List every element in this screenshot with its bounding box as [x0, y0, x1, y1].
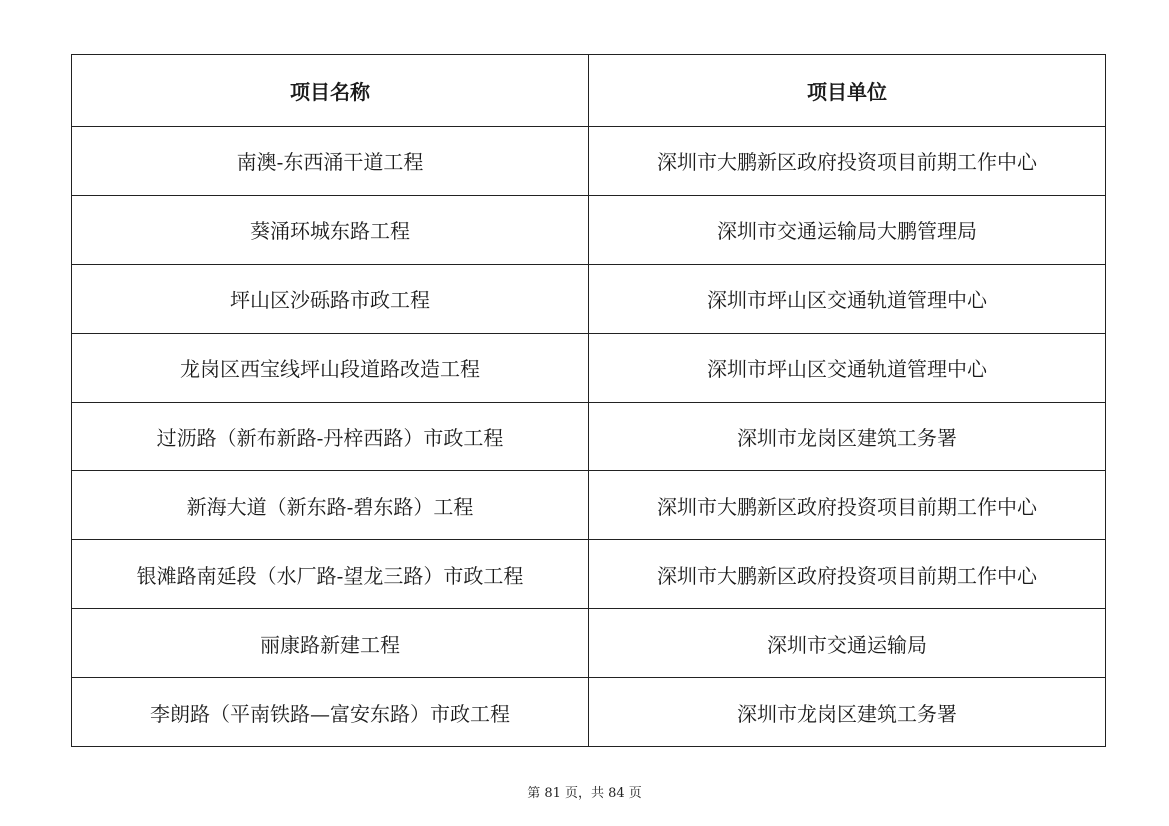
table-row [72, 471, 1106, 540]
table-row [72, 127, 1106, 196]
cell-project-unit: 深圳市交通运输局 [589, 609, 1106, 678]
cell-project-name: 龙岗区西宝线坪山段道路改造工程 [72, 333, 589, 402]
cell-project-name: 葵涌环城东路工程 [72, 195, 589, 264]
cell-project-unit: 深圳市坪山区交通轨道管理中心 [589, 264, 1106, 333]
table-row [72, 264, 1106, 333]
cell-project-name: 新海大道（新东路-碧东路）工程 [72, 471, 589, 540]
header-project-name: 项目名称 [72, 55, 589, 127]
cell-project-name: 坪山区沙砾路市政工程 [72, 264, 589, 333]
table-row [72, 402, 1106, 471]
project-table [71, 54, 1106, 747]
table-row [72, 609, 1106, 678]
cell-project-name: 丽康路新建工程 [72, 609, 589, 678]
table-row [72, 540, 1106, 609]
table-row [72, 678, 1106, 747]
cell-project-name: 过沥路（新布新路-丹梓西路）市政工程 [72, 402, 589, 471]
table-row [72, 333, 1106, 402]
cell-project-unit: 深圳市大鹏新区政府投资项目前期工作中心 [589, 471, 1106, 540]
cell-project-unit: 深圳市大鹏新区政府投资项目前期工作中心 [589, 540, 1106, 609]
cell-project-unit: 深圳市坪山区交通轨道管理中心 [589, 333, 1106, 402]
cell-project-unit: 深圳市龙岗区建筑工务署 [589, 678, 1106, 747]
cell-project-unit: 深圳市龙岗区建筑工务署 [589, 402, 1106, 471]
cell-project-name: 李朗路（平南铁路—富安东路）市政工程 [72, 678, 589, 747]
table-row [72, 195, 1106, 264]
table-header-row [72, 55, 1106, 127]
header-project-unit: 项目单位 [589, 55, 1106, 127]
cell-project-unit: 深圳市大鹏新区政府投资项目前期工作中心 [589, 127, 1106, 196]
project-table-container [71, 54, 1105, 747]
cell-project-name: 银滩路南延段（水厂路-望龙三路）市政工程 [72, 540, 589, 609]
cell-project-unit: 深圳市交通运输局大鹏管理局 [589, 195, 1106, 264]
cell-project-name: 南澳-东西涌干道工程 [72, 127, 589, 196]
page-number-footer: 第 81 页，共 84 页 [527, 786, 642, 801]
